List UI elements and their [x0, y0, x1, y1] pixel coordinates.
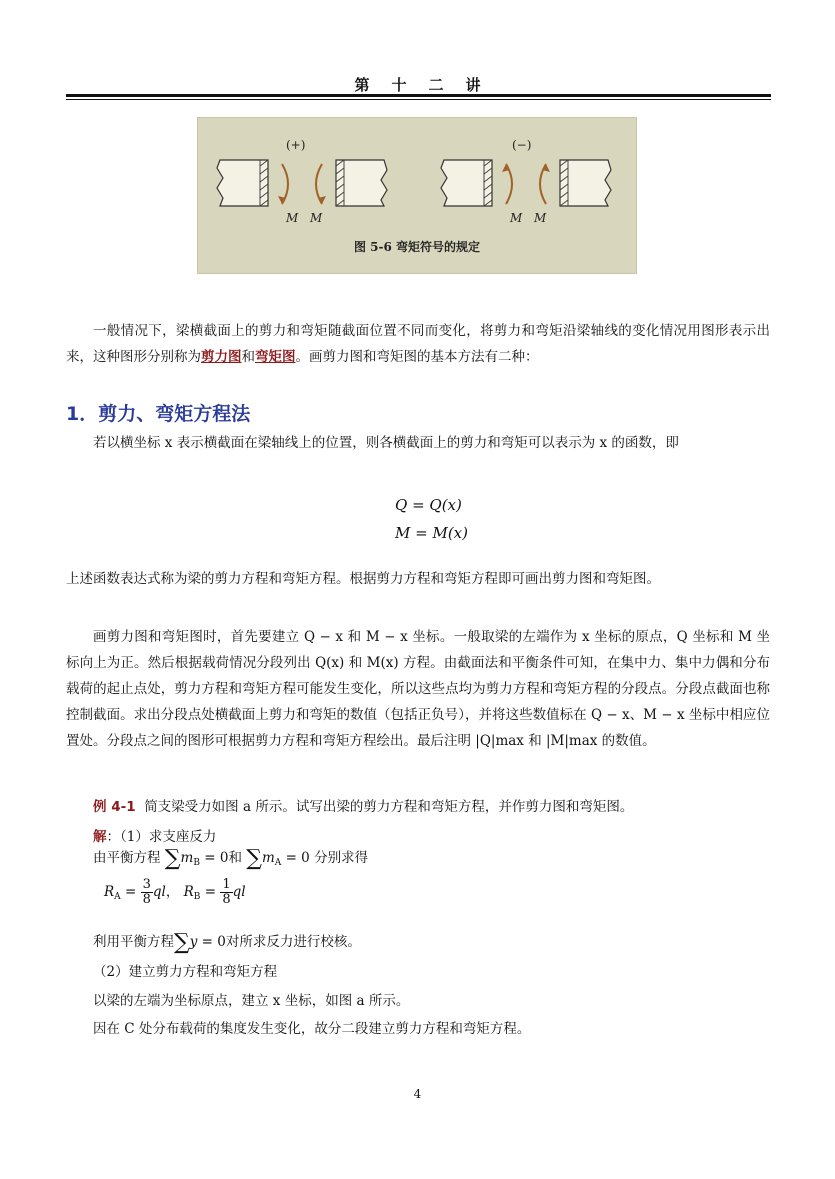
balance-pre: 由平衡方程: [93, 850, 161, 866]
ra-ql: ql: [152, 884, 166, 900]
ra-sub: A: [114, 892, 121, 902]
rb-fraction: $\frac{1}{8}$: [222, 877, 231, 907]
intro-text-a: 一般情况下，梁横截面上的剪力和弯矩随截面位置不同而变化，将剪力和弯矩沿梁轴线的变化情况用图形表示出来，这种图形分别称为: [66, 323, 770, 365]
example-label: 例 4-1: [93, 799, 136, 815]
header-rule-thick: [66, 94, 771, 97]
equation-shear: Q = Q(x): [395, 496, 462, 514]
eq-zero: = 0: [204, 850, 229, 866]
example-paragraph: [66, 794, 770, 820]
ra-label: R: [104, 884, 115, 900]
balance-eq2: m: [261, 850, 275, 866]
balance-post: 分别求得: [314, 850, 369, 866]
moment-label: M: [286, 211, 299, 225]
moment-label: M: [310, 211, 323, 225]
intro-paragraph: [66, 318, 770, 370]
header-rule-thin: [66, 99, 771, 100]
negative-sign-label: (−): [512, 138, 532, 152]
reaction-results: $R_A$ = $\frac{3}{8}$ ql， $R_B$ = $\frac{1}{8}$ ql: [104, 877, 246, 907]
eq-zero: = 0: [201, 934, 226, 950]
check-post: 对所求反力进行校核。: [225, 934, 361, 950]
equation-moment: M = M(x): [395, 524, 468, 542]
term-shear-diagram: 剪力图: [201, 349, 242, 365]
figure-bending-moment-sign: [197, 117, 637, 274]
segment-line: 因在 C 处分布载荷的集度发生变化，故分二段建立剪力方程和弯矩方程。: [93, 1021, 531, 1037]
check-pre: 利用平衡方程: [93, 934, 174, 950]
term-moment-diagram: 弯矩图: [255, 349, 296, 365]
ra-fraction: $\frac{3}{8}$: [142, 877, 151, 907]
solution-step2: （2）建立剪力方程和弯矩方程: [93, 964, 278, 980]
balance-eq2-sub: A: [274, 858, 282, 868]
balance-eq1-sub: B: [193, 858, 200, 868]
example-text: 简支梁受力如图 a 所示。试写出梁的剪力方程和弯矩方程，并作剪力图和弯矩图。: [144, 799, 634, 815]
intro-text-b: 。画剪力图和弯矩图的基本方法有二种：: [295, 349, 539, 365]
moment-sign-illustration: [198, 118, 636, 236]
moment-label: M: [534, 211, 547, 225]
eq-zero: = 0: [285, 850, 310, 866]
balance-and: 和: [228, 850, 242, 866]
paragraph-equations-def: 上述函数表达式称为梁的剪力方程和弯矩方程。根据剪力方程和弯矩方程即可画出剪力图和弯矩图。: [66, 571, 660, 587]
section-heading: 1．剪力、弯矩方程法: [66, 403, 251, 425]
solution-step1: [93, 825, 216, 845]
page-header-title: 第十二讲: [354, 76, 503, 94]
solution-label: 解: [93, 829, 107, 845]
rb-sub: B: [193, 892, 201, 902]
rb-label: R: [183, 884, 194, 900]
balance-equation-line: 由平衡方程 $\sum m_B = 0$和 $\sum m_A = 0$ 分别求得: [93, 846, 369, 871]
paragraph-function: 若以横坐标 x 表示横截面在梁轴线上的位置，则各横截面上的剪力和弯矩可以表示为 x 的函数，即: [93, 435, 679, 451]
check-eq: y: [189, 934, 198, 950]
paragraph-procedure: 画剪力图和弯矩图时，首先要建立 Q − x 和 M − x 坐标。一般取梁的左端作为 x 坐标的原点，Q 坐标和 M 坐标向上为正。然后根据载荷情况分段列出 Q(x) 和 M(x) 方程。由截面法和平衡条件可知，在集中力、集中力偶和分布载荷的起止点处，剪力方程和弯矩方程可能发生变化，所以这些点均为剪力方程和弯矩方程的分段点。分段点截面也称控制截面。求出分段点处横截面上剪力和弯矩的数值（包括正负号），并将这些数值标在 Q − x、M − x 坐标中相应位置处。分段点之间的图形可根据剪力方程和弯矩方程绘出。最后注明 |Q|max 和 |M|max 的数值。: [66, 629, 770, 749]
rb-ql: ql: [232, 884, 246, 900]
balance-eq1: m: [180, 850, 194, 866]
check-line: 利用平衡方程∑y = 0对所求反力进行校核。: [93, 930, 361, 955]
positive-sign-label: (+): [286, 138, 306, 152]
moment-label: M: [510, 211, 523, 225]
intro-and: 和: [241, 349, 255, 365]
origin-line: 以梁的左端为坐标原点，建立 x 坐标，如图 a 所示。: [93, 993, 410, 1009]
page-number: 4: [413, 1087, 422, 1101]
figure-caption: 图 5-6 弯矩符号的规定: [353, 240, 481, 254]
step1-text: ：（1）求支座反力: [106, 829, 217, 845]
